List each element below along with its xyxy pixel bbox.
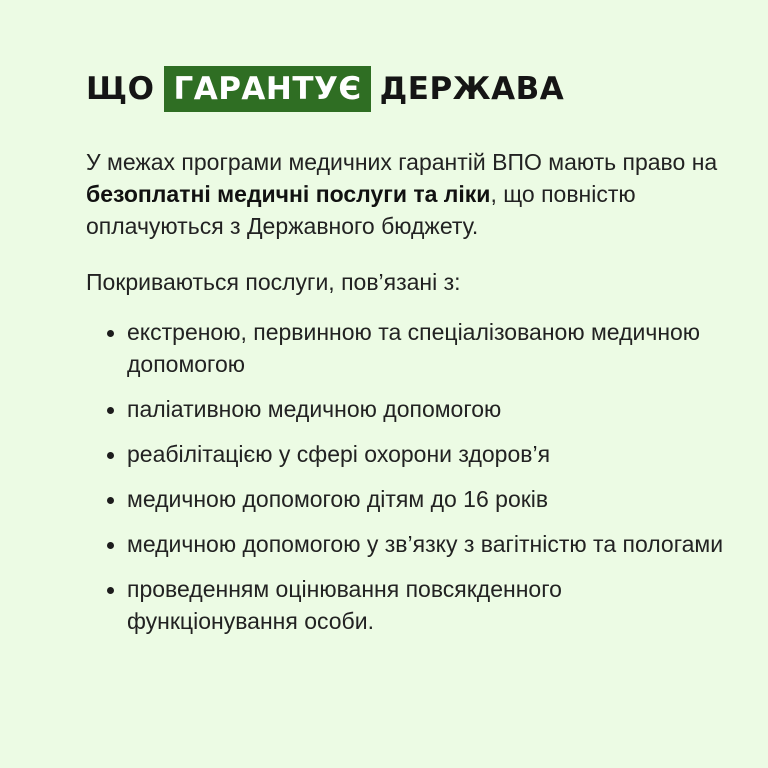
bullet-icon <box>107 542 114 549</box>
title-after: ДЕРЖАВА <box>379 71 565 107</box>
content <box>86 66 726 650</box>
services-list <box>86 316 726 637</box>
list-item <box>86 483 726 515</box>
bullet-icon <box>107 407 114 414</box>
list-item <box>86 316 726 380</box>
bullet-icon <box>107 587 114 594</box>
bullet-icon <box>107 330 114 337</box>
list-item <box>86 393 726 425</box>
bullet-icon <box>107 497 114 504</box>
service-text: паліативною медичною допомогою <box>127 396 502 422</box>
intro-text-2: , що повністю оплачуються з Державного бюджету. <box>86 181 636 239</box>
covered-services-label: Покриваються послуги, пов’язані з: <box>86 269 461 295</box>
intro-text-1: У межах програми медичних гарантій ВПО мають право на <box>86 149 718 175</box>
service-text: медичною допомогою дітям до 16 років <box>127 486 549 512</box>
service-text: екстреною, первинною та спеціалізованою медичною допомогою <box>127 319 701 377</box>
service-text: медичною допомогою у зв’язку з вагітністю та пологами <box>127 531 724 557</box>
page-title <box>86 66 726 112</box>
service-text: проведенням оцінювання повсякденного функціонування особи. <box>127 576 562 634</box>
service-text: реабілітацією у сфері охорони здоров’я <box>127 441 551 467</box>
title-highlight: ГАРАНТУЄ <box>164 66 370 112</box>
list-item <box>86 528 726 560</box>
list-item <box>86 438 726 470</box>
list-item <box>86 573 726 637</box>
intro-bold-text: безоплатні медичні послуги та ліки <box>86 181 491 207</box>
bullet-icon <box>107 452 114 459</box>
title-before: ЩО <box>86 71 155 107</box>
intro-paragraph <box>86 146 726 242</box>
